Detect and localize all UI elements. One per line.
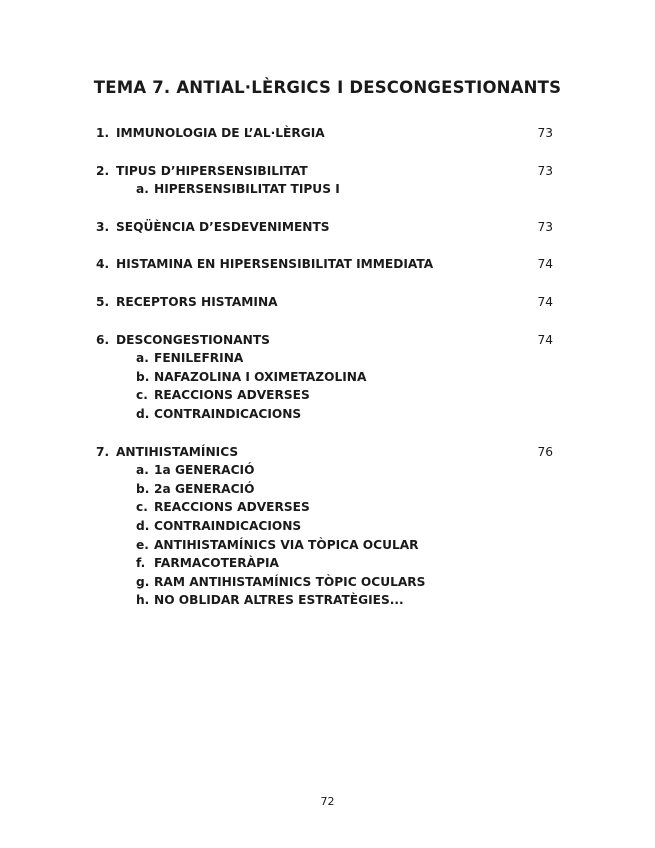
toc-entry-page: 74 [537, 294, 553, 309]
toc-subentry-letter: d. [136, 406, 150, 421]
toc-subentry [96, 554, 556, 573]
toc-entry-number: 7. [96, 444, 110, 459]
toc-subentry [96, 517, 556, 536]
toc-entry [96, 443, 556, 462]
toc-subentry [96, 461, 556, 480]
toc-subentry-letter: c. [136, 388, 148, 403]
toc-entry-page: 73 [537, 163, 553, 178]
toc-subentry [96, 480, 556, 499]
toc-entry-label: DESCONGESTIONANTS [116, 332, 270, 347]
toc-entry-page: 73 [537, 126, 553, 140]
toc-entry-number: 1. [96, 126, 110, 140]
toc-subentry [96, 349, 556, 368]
toc-subentry-label: FENILEFRINA [154, 351, 244, 366]
toc-subentry [96, 498, 556, 517]
toc-subentry-letter: d. [136, 518, 150, 533]
toc-subentry [96, 591, 556, 610]
toc-section [96, 218, 556, 237]
page-title: TEMA 7. ANTIAL·LÈRGICS I DESCONGESTIONANTS [93, 78, 562, 97]
toc-entry-page: 74 [537, 332, 553, 347]
toc-subentry-label: ANTIHISTAMÍNICS VIA TÒPICA OCULAR [154, 537, 419, 552]
toc-entry-label: TIPUS D’HIPERSENSIBILITAT [116, 163, 308, 178]
toc-section [96, 293, 556, 312]
toc-entry-number: 4. [96, 257, 110, 272]
toc-subentry-label: FARMACOTERÀPIA [154, 556, 279, 571]
toc-subentry [96, 573, 556, 592]
toc-section [96, 162, 556, 199]
toc-entry-number: 3. [96, 219, 110, 234]
toc-entry-number: 5. [96, 294, 110, 309]
toc-entry-label: SEQÜÈNCIA D’ESDEVENIMENTS [116, 219, 330, 234]
toc-subentry-letter: b. [136, 369, 150, 384]
toc-entry [96, 255, 556, 274]
toc-subentry-label: HIPERSENSIBILITAT TIPUS I [154, 182, 340, 197]
toc-subentry-label: REACCIONS ADVERSES [154, 500, 310, 515]
toc-subentry-label: 2a GENERACIÓ [154, 481, 255, 496]
toc-entry-label: ANTIHISTAMÍNICS [116, 444, 239, 459]
toc-entry-page: 76 [537, 444, 553, 459]
toc-subentry [96, 368, 556, 387]
toc-entry [96, 124, 556, 143]
toc-entry-label: RECEPTORS HISTAMINA [116, 294, 278, 309]
toc-subentry [96, 405, 556, 424]
toc-section [96, 443, 556, 610]
toc-section [96, 124, 556, 143]
toc-entry-label: IMMUNOLOGIA DE L’AL·LÈRGIA [116, 126, 325, 140]
toc-subentry-label: 1a GENERACIÓ [154, 463, 255, 478]
toc-entry [96, 293, 556, 312]
toc-section [96, 331, 556, 424]
toc-subentry-label: CONTRAINDICACIONS [154, 518, 302, 533]
toc-subentry-label: REACCIONS ADVERSES [154, 388, 310, 403]
toc-subentry-label: NO OBLIDAR ALTRES ESTRATÈGIES... [154, 593, 404, 608]
toc-subentry-letter: e. [136, 537, 149, 552]
table-of-contents [96, 124, 556, 629]
toc-subentry-label: RAM ANTIHISTAMÍNICS TÒPIC OCULARS [154, 574, 426, 589]
toc-subentry [96, 536, 556, 555]
toc-entry-label: HISTAMINA EN HIPERSENSIBILITAT IMMEDIATA [116, 257, 434, 272]
toc-subentry-letter: g. [136, 574, 150, 589]
toc-subentry-letter: c. [136, 500, 148, 515]
toc-entry-number: 6. [96, 332, 110, 347]
toc-entry-page: 74 [537, 257, 553, 272]
toc-subentry-letter: b. [136, 481, 150, 496]
toc-subentry-letter: a. [136, 182, 149, 197]
toc-subentry [96, 386, 556, 405]
toc-subentry-label: CONTRAINDICACIONS [154, 406, 302, 421]
toc-subentry-letter: h. [136, 593, 150, 608]
toc-entry-page: 73 [537, 219, 553, 234]
toc-subentry-letter: a. [136, 351, 149, 366]
toc-entry [96, 218, 556, 237]
toc-subentry-letter: f. [136, 556, 146, 571]
toc-subentry [96, 180, 556, 199]
page-number: 72 [320, 795, 335, 808]
toc-section [96, 255, 556, 274]
toc-subentry-letter: a. [136, 463, 149, 478]
toc-entry-number: 2. [96, 163, 110, 178]
toc-subentry-label: NAFAZOLINA I OXIMETAZOLINA [154, 369, 367, 384]
toc-entry [96, 162, 556, 181]
toc-entry [96, 331, 556, 350]
